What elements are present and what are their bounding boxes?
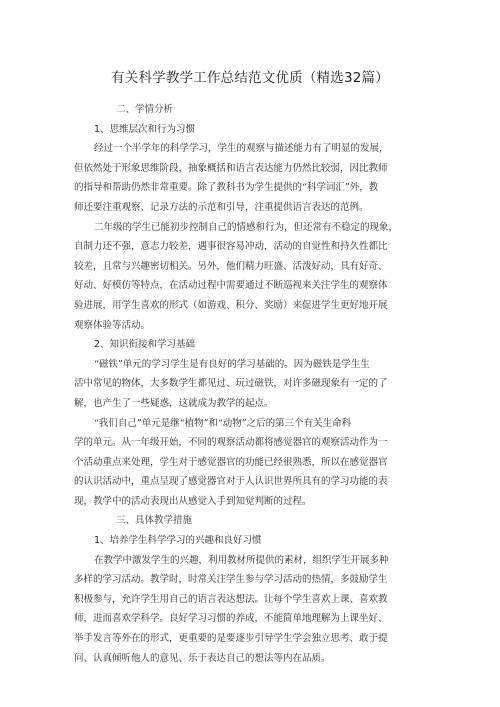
paragraph [74,218,436,336]
paragraph-line: “我们自己”单元是继“植物”和“动物”之后的第三个有关生命科 [94,417,352,429]
paragraph [74,355,436,414]
paragraph-line: 自制力还不强，意志力较差，遇事很容易冲动，活动的自觉性和持久性都比 [74,241,388,253]
paragraph-line: 验进展，用学生喜欢的形式（如游戏、积分、奖励）来促进学生更好地开展 [74,299,388,311]
paragraph [74,139,436,217]
paragraph-line: 好动、好模仿等特点，在活动过程中需要通过不断巡视来关注学生的观察体 [74,280,388,292]
document-body [74,100,436,668]
paragraph-line: 现，教学中的活动表现出从感觉入手到知觉判断的过程。 [74,495,312,507]
paragraph-line: 观察体验等活动。 [74,319,151,331]
paragraph-line: 在教学中激发学生的兴趣，利用教材所提供的素材，组织学生开展多种 [94,554,389,566]
section-heading: 三、具体教学措施 [116,515,193,527]
paragraph-line: 经过一个半学年的科学学习，学生的观察与描述能力有了明显的发展， [94,143,389,155]
paragraph-line: 但依然处于形象思维阶段，抽象概括和语言表达能力仍然比较弱，因比教师 [74,162,388,174]
paragraph-line: 的认识活动中，重点呈现了感觉器官对于人认识世界所具有的学习功能的表 [74,476,388,488]
paragraph-line: 二年级的学生已能初步控制自己的情感和行为，但还常有不稳定的现象， [94,221,399,233]
paragraph-line: 活中常见的物体，大多数学生都见过、玩过磁铁，对许多磁现象有一定的了 [74,378,388,390]
paragraph-line: 的指导和帮助仍然非常重要。除了教科书为学生提供的“科学词汇”外，教 [74,182,379,194]
paragraph [74,551,436,669]
subsection-heading: 1、培养学生科学学习的兴趣和良好习惯 [94,535,262,547]
paragraph-line: 较差，且常与兴趣密切相关。另外，他们精力旺盛、活泼好动，具有好奇、 [74,260,388,272]
paragraph-line: 积极参与，允许学生用自己的语言表达想法。让每个学生喜欢上课、喜欢教 [74,593,388,605]
paragraph-line: 个活动重点来处理，学生对于感觉器官的功能已经很熟悉，所以在感觉器官 [74,456,388,468]
paragraph-line: 解，也产生了一些疑惑，这就成为教学的起点。 [74,397,274,409]
paragraph-line: 举手发言等外在的形式，更重要的是要逐步引导学生学会独立思考、敢于提 [74,633,388,645]
paragraph-line: “磁铁”单元的学习学生是有良好的学习基础的。因为磁铁是学生生 [94,358,370,370]
paragraph-line: 多样的学习活动。教学时，时常关注学生参与学习活动的热情，多鼓励学生 [74,574,388,586]
subsection-heading: 1、思维层次和行为习惯 [94,123,196,135]
subsection-heading: 2、知识衔接和学习基础 [94,339,196,351]
section-heading: 二、学情分析 [116,104,174,115]
document-title: 有关科学教学工作总结范文优质（精选32篇） [111,70,389,86]
paragraph-line: 师还要注重观察、记录方法的示范和引导，注重提供语言表达的范例。 [74,201,369,213]
paragraph-line: 师，进而喜欢学科学。良好学习习惯的养成，不能简单地理解为上课坐好、 [74,613,388,625]
paragraph-line: 学的单元。从一年级开始，不同的观察活动都将感觉器官的观察活动作为一 [74,437,388,449]
paragraph [74,414,436,512]
paragraph-line: 问、认真倾听他人的意见、乐于表达自己的想法等内在品质。 [74,652,331,664]
